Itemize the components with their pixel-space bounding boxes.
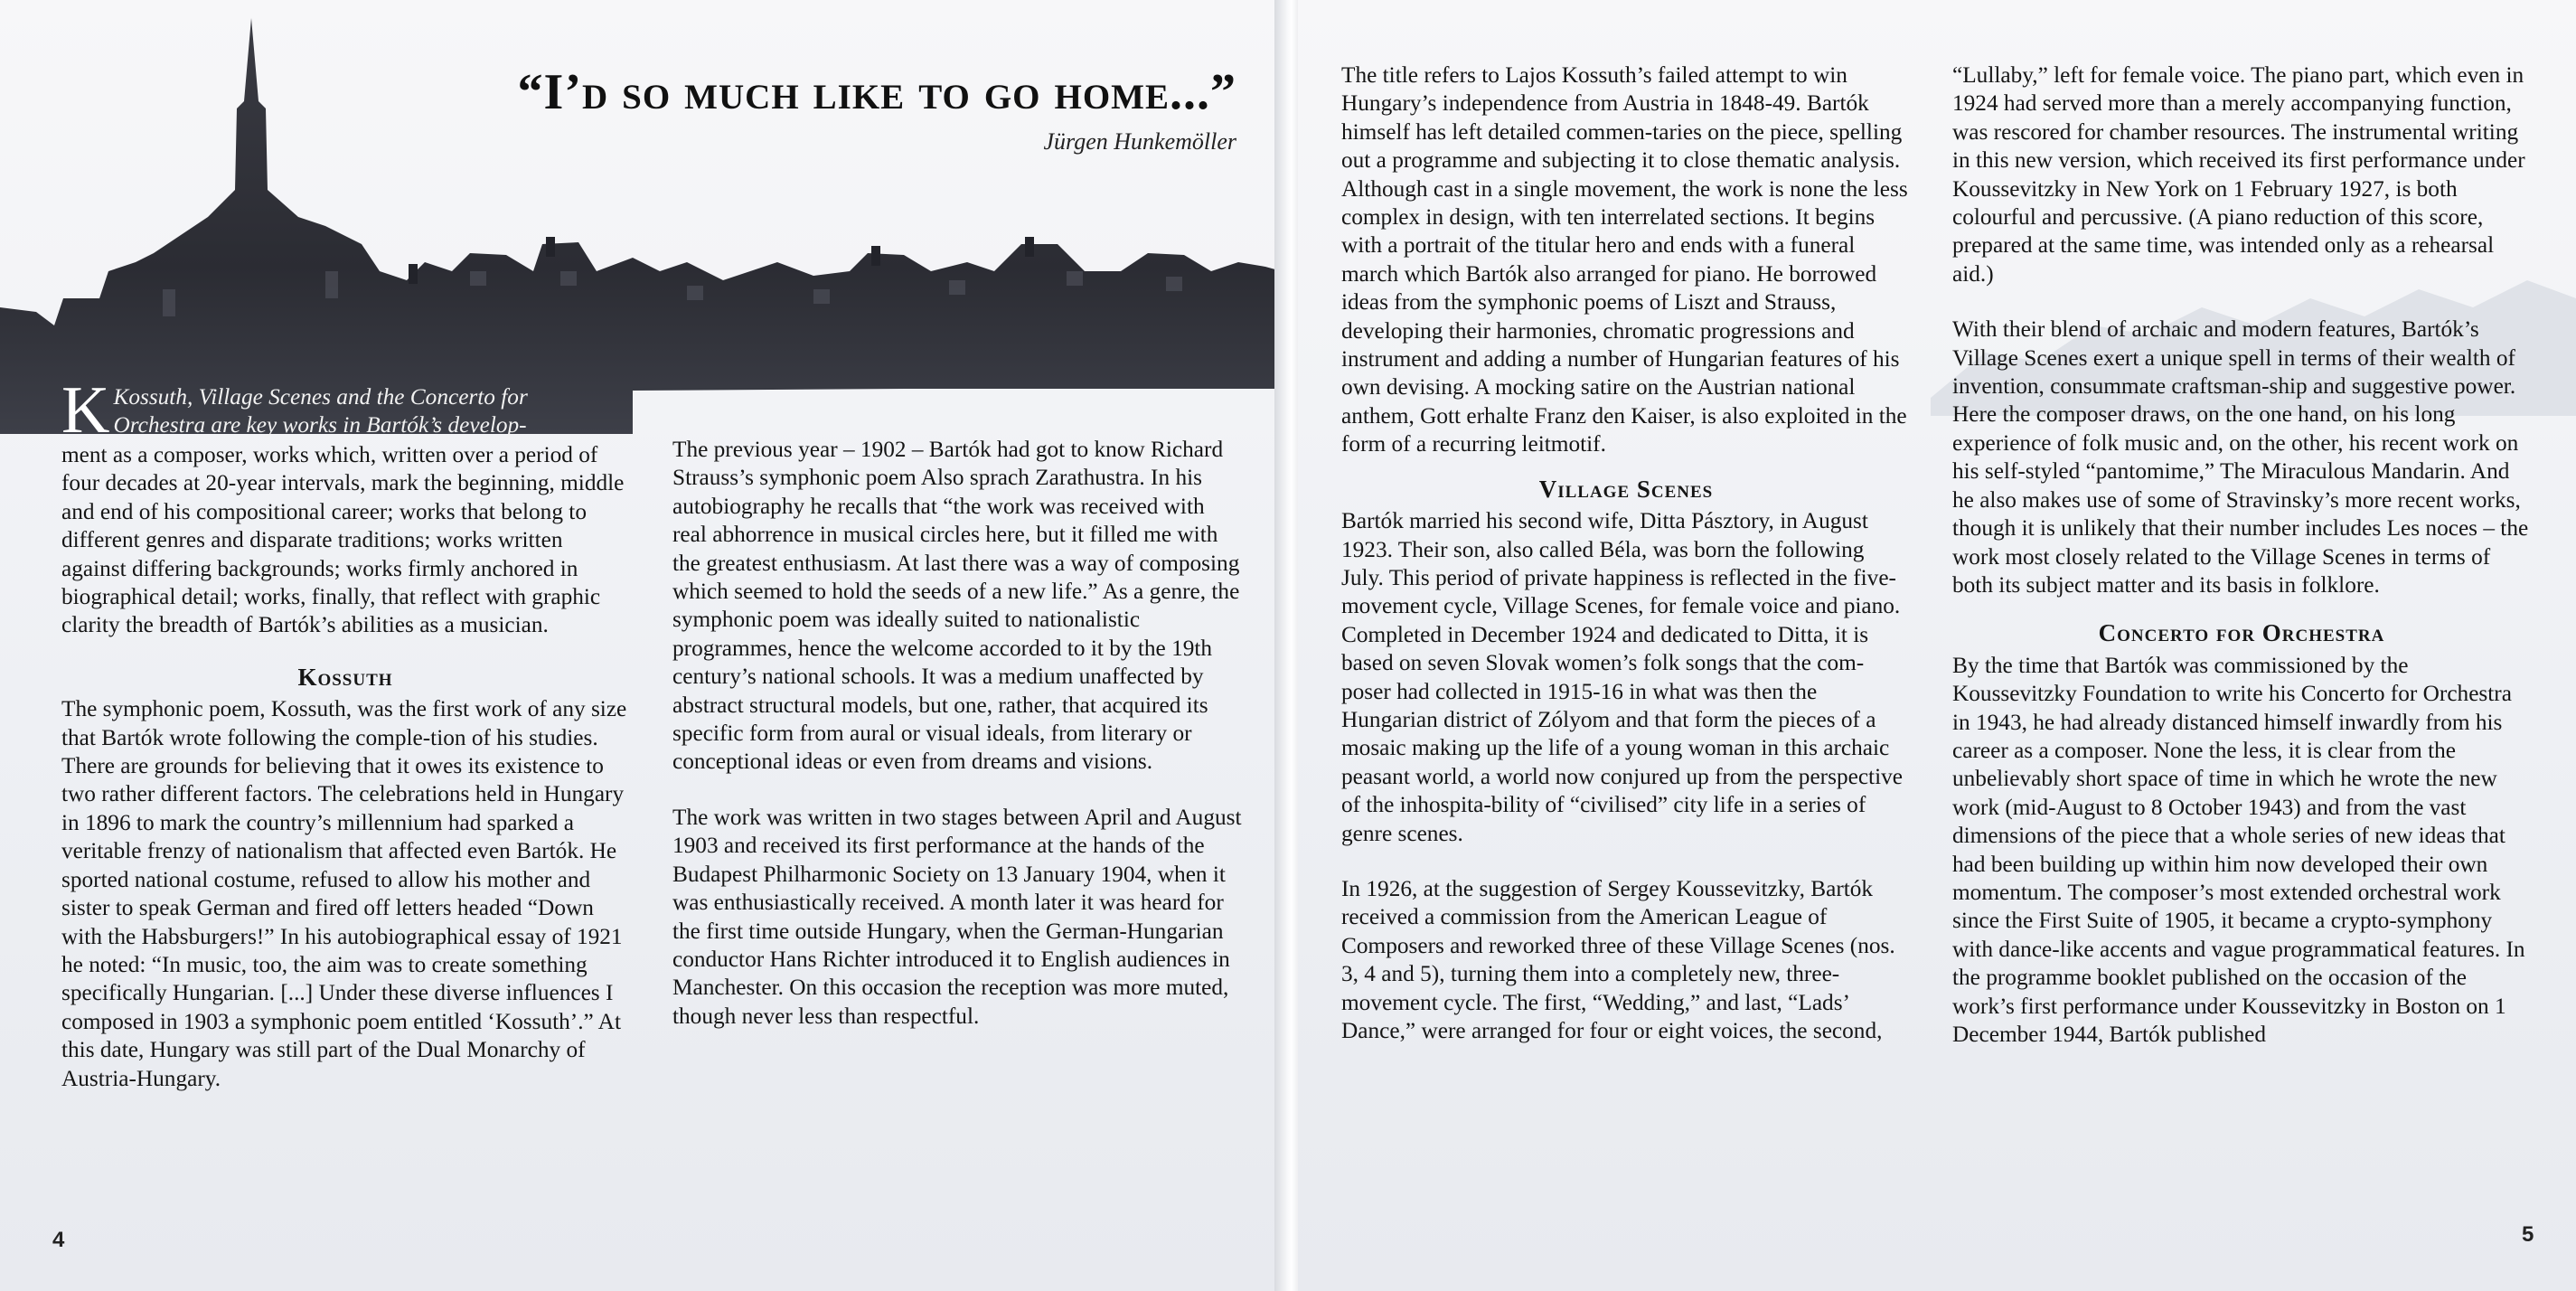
article-author: Jürgen Hunkemöller <box>1043 128 1236 155</box>
premiere-paragraph: The work was written in two stages between April and August 1903 and received its first performance at the hands of the Budapest Philharmonic Society on 13 January 1904, when it was enthusiastically received. A month later it was heard for the first time outside Hungary, when the German-Hungarian conductor Hans Richter introduced it to English audiences in Manchester. On this occasion the reception was more muted, though never less than respectful. <box>672 804 1242 1029</box>
left-page <box>0 0 1282 1291</box>
article-title-block <box>518 63 1236 155</box>
left-column-1 <box>61 441 629 1093</box>
intro-paragraph: ment as a composer, works which, written over a period of four decades at 20-year intervals, mark the beginning, middle and end of his compositional career; works that belong to different genres and disparate traditions; works written against differing backgrounds; works firmly anchored in biographical detail; works, finally, that reflect with graphic clarity the breadth of Bartók’s abilities as a musician. <box>61 442 625 638</box>
concerto-paragraph: By the time that Bartók was commissioned by the Koussevitzky Foundation to write his Concerto for Orchestra in 1943, he had already distanced himself inwardly from his career as a composer. None the less, it is clear from the unbelievably short space of time in which he wrote the new work (mid-August to 8 October 1943) and from the vast dimensions of the piece that a whole series of new ideas that had been building up within him now developed their own momentum. The composer’s most extended orchestral work since the First Suite of 1905, it became a crypto-symphony with dance-like accents and vague programmatical features. In the programme booklet published on the occasion of the work’s first performance under Koussevitzky in Boston on 1 December 1944, Bartók published <box>1952 652 2525 1047</box>
village-scenes-paragraph-3: With their blend of archaic and modern features, Bartók’s Village Scenes exert a unique spell in terms of their wealth of invention, consummate craftsman-ship and suggestive power. Here the composer draws, on the one hand, on his long experience of folk music and, on the other, his recent work on his self-styled “pantomime,” The Miraculous Mandarin. And he also makes use of some of Stravinsky’s more recent works, though it is unlikely that their number includes Les noces – the work most closely related to the Village Scenes in terms of both its subject matter and its basis in folklore. <box>1952 316 2529 598</box>
section-heading-village-scenes: Village Scenes <box>1538 475 1714 503</box>
page-number-right: 5 <box>2522 1222 2534 1247</box>
lullaby-paragraph: “Lullaby,” left for female voice. The piano part, which even in 1924 had served more than a merely accompanying function, was rescored for chamber resources. The instrumental writing in this new version, which received its first performance under Koussevitzky in New York on 1 February 1927, is both colourful and percussive. (A piano reduction of this score, prepared at the same time, was intended only as a rehearsal aid.) <box>1952 62 2525 287</box>
intro-italic-text: Kossuth, Village Scenes and the Concerto for Orchestra are key works in Bartók’s develop- <box>113 384 528 438</box>
village-scenes-paragraph-1: Bartók married his second wife, Ditta Pásztory, in August 1923. Their son, also called Béla, was born the following July. This period of private happiness is reflected in the five-movement cycle, Village Scenes, for female voice and piano. Completed in December 1924 and dedicated to Ditta, it is based on seven Slovak women’s folk songs that the com-poser had collected in 1915-16 in what was then the Hungarian district of Zólyom and that form the pieces of a mosaic making up the life of a young woman in this archaic peasant world, a world now conjured up from the perspective of the inhospita-bility of “civilised” city life in a series of genre scenes. <box>1341 508 1903 846</box>
intro-lead <box>61 373 604 448</box>
strauss-paragraph: The previous year – 1902 – Bartók had got to know Richard Strauss’s symphonic poem Also sprach Zarathustra. In his autobiography he recalls that “the work was received with real abhorrence in musical circles here, but it filled me with the greatest enthusiasm. At last there was a way of composing which seemed to hold the seeds of a new life.” As a genre, the symphonic poem was ideally suited to nationalistic programmes, hence the welcome accorded to it by the 19th century’s national schools. It was a medium unaffected by abstract structural models, but one, rather, that acquired its specific form from aural or visual ideals, from literary or conceptional ideas or even from dreams and visions. <box>672 437 1240 775</box>
left-column-2 <box>672 436 1242 1031</box>
page-number-left: 4 <box>52 1228 65 1252</box>
right-page <box>1298 0 2576 1291</box>
section-heading-concerto: Concerto for Orchestra <box>2098 619 2385 647</box>
right-column-2 <box>1952 61 2531 1049</box>
kossuth-paragraph: The symphonic poem, Kossuth, was the first work of any size that Bartók wrote following the comple-tion of his studies. There are grounds for believing that it owes its existence to two rather different factors. The celebrations held in Hungary in 1896 to mark the country’s millennium had sparked a veritable frenzy of nationalism that affected even Bartók. He sported national costume, refused to allow his mother and sister to speak German and fired off letters headed “Down with the Habsburgers!” In his autobiographical essay of 1921 he noted: “In music, too, the aim was to create something specifically Hungarian. [...] Under these diverse influences I composed in 1903 a symphonic poem entitled ‘Kossuth’.” At this date, Hungary was still part of the Dual Monarchy of Austria-Hungary. <box>61 696 627 1091</box>
kossuth-title-paragraph: The title refers to Lajos Kossuth’s failed attempt to win Hungary’s independence from Austria in 1848-49. Bartók himself has left detailed commen-taries on the piece, spelling out a programme and subjecting it to close thematic analysis. Although cast in a single movement, the work is none the less complex in design, with ten interrelated sections. It begins with a portrait of the titular hero and ends with a funeral march which Bartók also arranged for piano. He borrowed ideas from the symphonic poems of Liszt and Strauss, developing their harmonies, chromatic progressions and instrument and adding a number of Hungarian features of his own devising. A mocking satire on the Austrian national anthem, Gott erhalte Franz den Kaiser, is also exploited in the form of a recurring leitmotif. <box>1341 62 1908 457</box>
section-heading-kossuth: Kossuth <box>297 663 393 691</box>
drop-cap: K <box>61 373 110 448</box>
right-column-1 <box>1341 61 1911 1045</box>
article-title: “I’d so much like to go home...” <box>517 64 1236 120</box>
village-scenes-paragraph-2: In 1926, at the suggestion of Sergey Koussevitzky, Bartók received a commission from the American League of Composers and reworked three of these Village Scenes (nos. 3, 4 and 5), turning them into a completely new, three-movement cycle. The first, “Wedding,” and last, “Lads’ Dance,” were arranged for four or eight voices, the second, <box>1341 875 1895 1043</box>
